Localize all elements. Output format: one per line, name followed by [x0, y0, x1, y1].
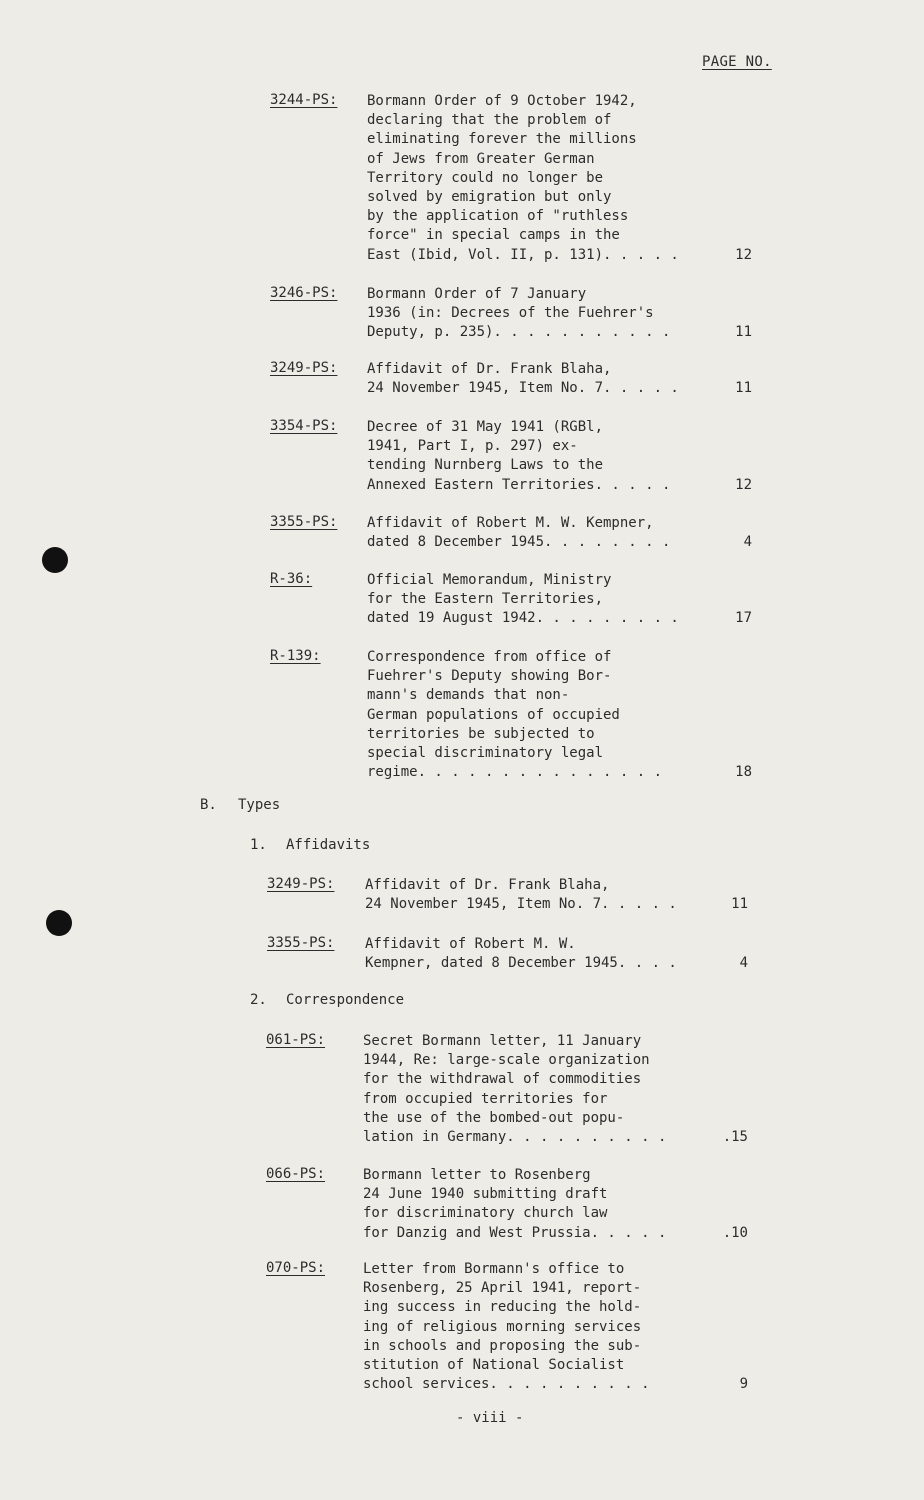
exhibit-code: 3244-PS:: [270, 92, 338, 108]
description-line: Bormann letter to Rosenberg: [363, 1167, 591, 1183]
page-reference: 17: [735, 610, 752, 627]
page-reference: 11: [735, 380, 752, 397]
description-line: Bormann Order of 9 October 1942,: [367, 93, 637, 109]
description-last-line: [367, 533, 752, 552]
exhibit-description: [367, 360, 752, 398]
leader-dots-text: 24 November 1945, Item No. 7. . . . .: [365, 896, 677, 913]
description-line: Territory could no longer be: [367, 169, 604, 186]
leader-dots-text: 24 November 1945, Item No. 7. . . . .: [367, 380, 679, 397]
description-line: 1944, Re: large-scale organization: [363, 1052, 650, 1069]
leader-dots-text: Kempner, dated 8 December 1945. . . .: [365, 955, 677, 972]
punch-hole-mark: [46, 910, 72, 936]
punch-hole-mark: [42, 547, 68, 573]
leader-dots-text: dated 19 August 1942. . . . . . . . .: [367, 610, 679, 627]
description-line: the use of the bombed-out popu-: [363, 1109, 625, 1126]
leader-dots-text: dated 8 December 1945. . . . . . . .: [367, 534, 671, 551]
description-line: Affidavit of Dr. Frank Blaha,: [365, 877, 610, 893]
exhibit-code: R-139:: [270, 648, 321, 664]
description-last-line: [365, 954, 748, 973]
description-line: Secret Bormann letter, 11 January: [363, 1033, 642, 1049]
description-line: Bormann Order of 7 January: [367, 286, 587, 302]
description-last-line: [365, 895, 748, 914]
description-line: 24 June 1940 submitting draft: [363, 1186, 608, 1203]
page-reference: 11: [731, 896, 748, 913]
page-reference: 9: [739, 1376, 748, 1393]
description-line: German populations of occupied: [367, 706, 620, 723]
description-line: ing of religious morning services: [363, 1318, 642, 1335]
exhibit-description: [365, 935, 748, 973]
description-line: by the application of "ruthless: [367, 208, 629, 225]
description-line: ing success in reducing the hold-: [363, 1299, 642, 1316]
description-last-line: [367, 476, 752, 495]
description-line: Official Memorandum, Ministry: [367, 572, 612, 588]
description-line: for discriminatory church law: [363, 1205, 608, 1222]
leader-dots-text: Annexed Eastern Territories. . . . .: [367, 476, 671, 493]
section-b-title: Types: [238, 797, 281, 813]
exhibit-description: [367, 571, 752, 629]
leader-dots-text: Deputy, p. 235). . . . . . . . . . .: [367, 324, 671, 341]
exhibit-code: 3355-PS:: [270, 514, 338, 530]
description-last-line: [363, 1224, 748, 1243]
page-reference: 4: [739, 955, 748, 972]
description-last-line: [367, 609, 752, 628]
description-line: tending Nurnberg Laws to the: [367, 457, 604, 474]
description-line: of Jews from Greater German: [367, 150, 595, 167]
description-line: Affidavit of Robert M. W.: [365, 936, 576, 952]
description-line: special discriminatory legal: [367, 744, 604, 761]
description-line: Affidavit of Dr. Frank Blaha,: [367, 361, 612, 377]
description-last-line: [367, 246, 752, 265]
description-line: declaring that the problem of: [367, 112, 612, 129]
page-no-heading: PAGE NO.: [702, 54, 772, 70]
description-line: territories be subjected to: [367, 725, 595, 742]
description-line: Correspondence from office of: [367, 649, 612, 665]
description-line: mann's demands that non-: [367, 687, 570, 704]
description-line: Letter from Bormann's office to: [363, 1261, 625, 1277]
page-footer-number: - viii -: [456, 1410, 524, 1426]
leader-dots-text: school services. . . . . . . . . .: [363, 1376, 650, 1393]
exhibit-description: [363, 1166, 748, 1243]
page-reference: 11: [735, 324, 752, 341]
description-line: force" in special camps in the: [367, 227, 620, 244]
description-last-line: [363, 1128, 748, 1147]
page-reference: 12: [735, 476, 752, 493]
description-line: in schools and proposing the sub-: [363, 1337, 642, 1354]
description-line: stitution of National Socialist: [363, 1356, 625, 1373]
description-last-line: [363, 1375, 748, 1394]
description-line: eliminating forever the millions: [367, 131, 637, 148]
exhibit-description: [367, 418, 752, 495]
exhibit-description: [367, 285, 752, 343]
exhibit-code: 070-PS:: [266, 1260, 326, 1276]
description-line: Rosenberg, 25 April 1941, report-: [363, 1280, 642, 1297]
subsection-2-label: 2.: [250, 992, 267, 1008]
leader-dots-text: East (Ibid, Vol. II, p. 131). . . . .: [367, 246, 679, 263]
page-reference: 4: [743, 534, 752, 551]
exhibit-code: 066-PS:: [266, 1166, 326, 1182]
subsection-1-label: 1.: [250, 837, 267, 853]
exhibit-description: [367, 648, 752, 782]
subsection-2-title: Correspondence: [286, 992, 405, 1008]
exhibit-description: [367, 514, 752, 552]
page-reference: 18: [735, 764, 752, 781]
exhibit-description: [363, 1260, 748, 1394]
page-reference: 12: [735, 246, 752, 263]
exhibit-code: 3246-PS:: [270, 285, 338, 301]
exhibit-description: [365, 876, 748, 914]
description-line: Decree of 31 May 1941 (RGBl,: [367, 419, 604, 435]
description-line: for the withdrawal of commodities: [363, 1071, 642, 1088]
exhibit-code: R-36:: [270, 571, 313, 587]
exhibit-code: 3249-PS:: [267, 876, 335, 892]
description-line: 1936 (in: Decrees of the Fuehrer's: [367, 305, 654, 322]
description-line: Affidavit of Robert M. W. Kempner,: [367, 515, 654, 531]
exhibit-description: [367, 92, 752, 265]
section-b-label: B.: [200, 797, 217, 813]
description-line: from occupied territories for: [363, 1090, 608, 1107]
leader-dots-text: regime. . . . . . . . . . . . . . .: [367, 764, 663, 781]
leader-dots-text: lation in Germany. . . . . . . . . .: [363, 1128, 667, 1145]
description-line: for the Eastern Territories,: [367, 591, 604, 608]
page-reference: .15: [722, 1128, 748, 1145]
description-line: Fuehrer's Deputy showing Bor-: [367, 668, 612, 685]
description-last-line: [367, 379, 752, 398]
description-last-line: [367, 763, 752, 782]
exhibit-code: 3249-PS:: [270, 360, 338, 376]
subsection-1-title: Affidavits: [286, 837, 371, 853]
description-line: solved by emigration but only: [367, 188, 612, 205]
page-reference: .10: [722, 1224, 748, 1241]
description-last-line: [367, 323, 752, 342]
exhibit-code: 3354-PS:: [270, 418, 338, 434]
description-line: 1941, Part I, p. 297) ex-: [367, 438, 578, 455]
leader-dots-text: for Danzig and West Prussia. . . . .: [363, 1224, 667, 1241]
exhibit-code: 3355-PS:: [267, 935, 335, 951]
exhibit-description: [363, 1032, 748, 1147]
exhibit-code: 061-PS:: [266, 1032, 326, 1048]
